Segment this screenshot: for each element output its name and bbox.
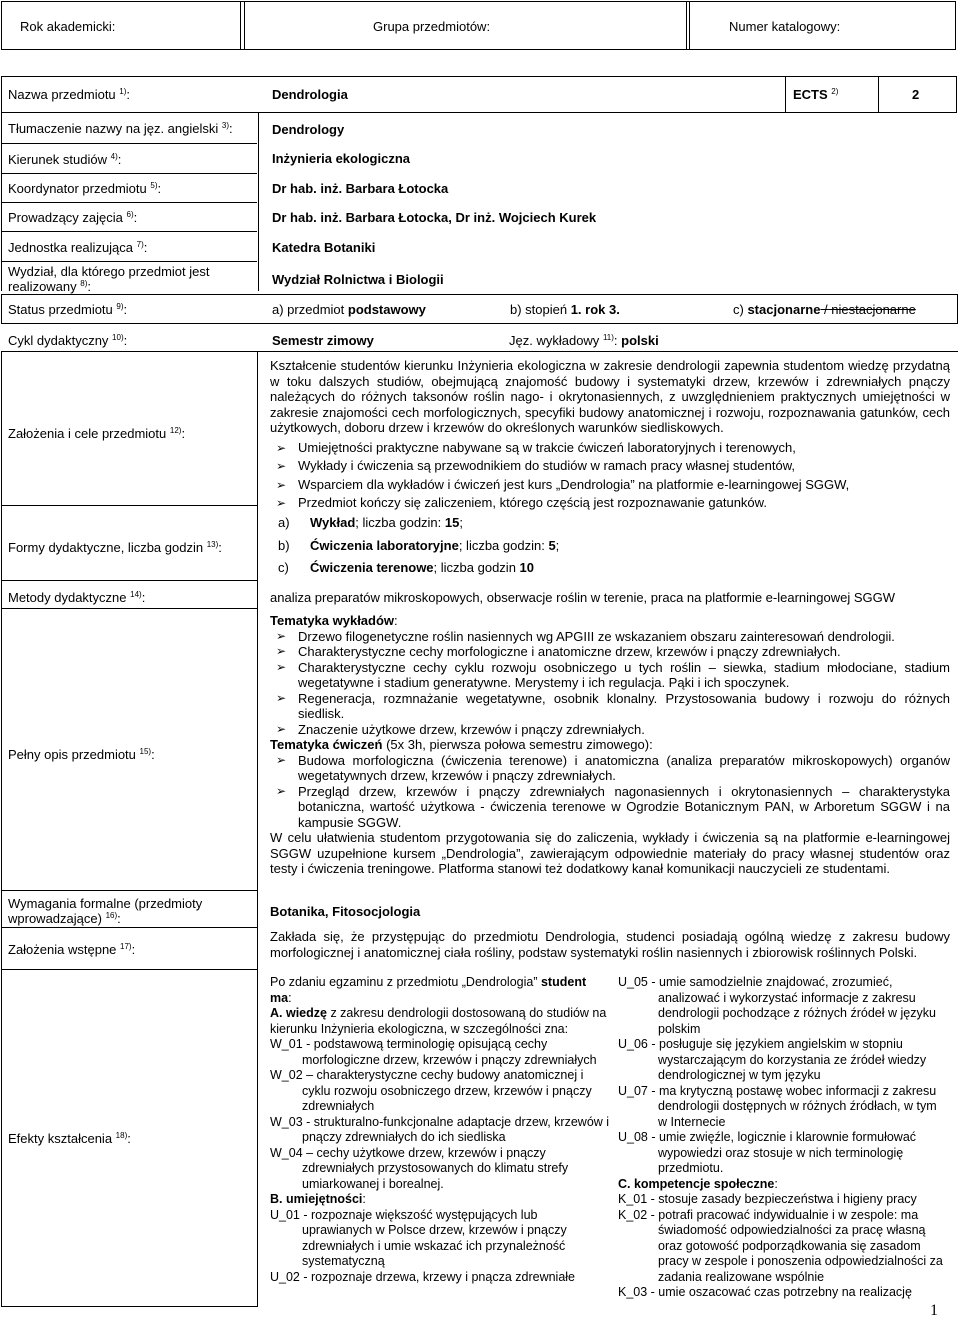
translation-value: Dendrology <box>272 122 345 137</box>
goals-list <box>270 439 950 513</box>
coordinator-value: Dr hab. inż. Barbara Łotocka <box>272 181 449 196</box>
divider <box>1 202 257 203</box>
social-heading: C. kompetencje społeczne: <box>618 1176 778 1191</box>
lecture-item: ➢ Charakterystyczne cechy cyklu rozwoju osobniczego u tych roślin – siewka, stadium młodociane, stadium wegetatywne i stadium generatywne. Merystemy i ich regulacja. Pąki i ich spoczynek. <box>270 660 950 691</box>
course-name-label: Nazwa przedmiotu $^{1)}$: <box>8 87 131 102</box>
status-a: a) przedmiot podstawowy <box>272 302 426 317</box>
description-content <box>270 613 950 877</box>
lecture-item: ➢ Regeneracja, rozmnażanie wegetatywne, osobnik klonalny. Przystosowania budowy i rozwoju do różnych siedlisk. <box>270 691 950 722</box>
prerequisites-value: Botanika, Fitosocjologia <box>270 904 421 919</box>
outcomes-intro: Po zdaniu egzaminu z przedmiotu „Dendrologia” student ma: <box>270 975 587 1005</box>
goals-item: ➢ Przedmiot kończy się zaliczeniem, którego częścią jest rozpoznawanie gatunków. <box>270 494 950 513</box>
cycle-value: Semestr zimowy <box>272 333 374 348</box>
lectures-heading: Tematyka wykładów: <box>270 613 398 628</box>
skill-item: U_05 - umie samodzielnie znajdować, zrozumieć, analizować i wykorzystać informacje z zakresu dendrologii pochodzące z różnych źródeł w języku polskim <box>618 975 936 1036</box>
assumptions-label: Założenia wstępne $^{17)}$: <box>8 942 136 957</box>
ects-value: 2 <box>912 87 920 102</box>
divider <box>1 231 257 232</box>
goals-content <box>270 358 950 513</box>
goals-item: ➢ Wykłady i ćwiczenia są przewodnikiem do studiów w ramach pracy własnej studentów, <box>270 457 950 476</box>
forms-content <box>278 512 878 580</box>
methods-label: Metody dydaktyczne $^{14)}$: <box>8 590 146 605</box>
form-item-field: c) Ćwiczenia terenowe; liczba godzin 10 <box>278 560 535 575</box>
prerequisites-label: Wymagania formalne (przedmioty wprowadzające) $^{16)}$: <box>8 896 203 926</box>
status-b: b) stopień 1. rok 3. <box>510 302 620 317</box>
knowledge-item: W_01 - podstawową terminologię opisującą cechy morfologiczne drzew, krzewów i pnączy zdrewniałych <box>270 1037 597 1067</box>
skill-item: U_07 - ma krytyczną postawę wobec informacji z zakresu dendrologii dostępnych w różnych źródłach, w tym w Internecie <box>618 1083 937 1129</box>
status-label: Status przedmiotu $^{9)}$: <box>8 302 128 317</box>
outcomes-left <box>270 975 610 1285</box>
exercise-item: ➢ Budowa morfologiczna (ćwiczenia terenowe) i anatomiczna (analiza preparatów mikroskopowych) organów wegetatywnych drzew, krzewów i pnączy zdrewniałych. <box>270 753 950 784</box>
exercises-heading: Tematyka ćwiczeń (5x 3h, pierwsza połowa semestru zimowego): <box>270 737 653 752</box>
catalog-number-label: Numer katalogowy: <box>729 19 841 34</box>
unit-value: Katedra Botaniki <box>272 240 376 255</box>
form-item-lab: b) Ćwiczenia laboratoryjne; liczba godzin: 5; <box>278 537 560 553</box>
knowledge-heading: A. wiedzę z zakresu dendrologii dostosowaną do studiów na kierunku Inżynieria ekologiczna, w szczególności zna: <box>270 1006 607 1036</box>
skill-item: U_01 - rozpoznaje większość występujących lub uprawianych w Polsce drzew, krzewów i pnączy zdrewniałych i umie wskazać ich przynależność systematyczną <box>270 1207 567 1268</box>
skill-item: U_06 - posługuje się językiem angielskim w stopniu wystarczającym do korzystania ze źródeł wiedzy dendrologicznej w tym języku <box>618 1037 927 1082</box>
ects-label: ECTS $^{2)}$ <box>793 87 839 102</box>
skill-item: U_02 - rozpoznaje drzewa, krzewy i pnącza zdrewniałe <box>270 1269 576 1284</box>
divider <box>1 890 258 891</box>
goals-item: ➢ Umiejętności praktyczne nabywane są w trakcie ćwiczeń laboratoryjnych i terenowych, <box>270 439 950 458</box>
divider <box>1 173 257 174</box>
divider <box>1 927 258 928</box>
divider <box>1 580 258 581</box>
social-item: K_03 - umie oszacować czas potrzebny na realizację <box>618 1285 912 1299</box>
translation-label: Tłumaczenie nazwy na jęz. angielski $^{3)}$: <box>8 121 233 136</box>
field-label: Kierunek studiów $^{4)}$: <box>8 152 122 167</box>
divider <box>1 608 258 609</box>
knowledge-item: W_04 – cechy użytkowe drzew, krzewów i pnączy zdrewniałych przystosowanych do klimatu strefy umiarkowanej i borealnej. <box>270 1145 569 1191</box>
knowledge-item: W_03 - strukturalno-funkcjonalne adaptacje drzew, krzewów i pnączy zdrewniałych do ich siedliska <box>270 1114 610 1144</box>
teacher-value: Dr hab. inż. Barbara Łotocka, Dr inż. Wojciech Kurek <box>272 210 597 225</box>
assumptions-value: Zakłada się, że przystępując do przedmiotu Dendrologia, studenci posiadają ogólną wiedzę z zakresu budowy morfologicznej i anatomicznej ciała rośliny, podstaw systematyki roślin nasiennych i zbiorowisk roślinnych Polski. <box>270 929 950 960</box>
divider <box>1 143 257 144</box>
divider <box>1 505 258 506</box>
academic-year-label: Rok akademicki: <box>20 19 116 34</box>
detail-label-column <box>1 351 258 1307</box>
social-item: K_01 - stosuje zasady bezpieczeństwa i higieny pracy <box>618 1192 917 1206</box>
exercise-item: ➢ Przegląd drzew, krzewów i pnączy zdrewniałych nagonasiennych i okrytonasiennych – charakterystyka botaniczna, wartość użytkowa - ćwiczenia terenowe w Ogrodzie Botanicznym PAN, w Arboretum SGGW i na kampusie SGGW. <box>270 784 950 831</box>
outcomes-right <box>618 975 948 1301</box>
faculty-label: Wydział, dla którego przedmiot jest realizowany $^{8)}$: <box>8 264 210 294</box>
field-value: Inżynieria ekologiczna <box>272 151 410 166</box>
form-item-lecture: a) Wykład; liczba godzin: 15; <box>278 515 463 530</box>
subject-group-label: Grupa przedmiotów: <box>373 19 491 34</box>
outcomes-label: Efekty kształcenia $^{18)}$: <box>8 1131 131 1146</box>
divider <box>1 261 257 262</box>
exercises-list <box>270 753 950 831</box>
forms-label: Formy dydaktyczne, liczba godzin $^{13)}$: <box>8 540 222 555</box>
description-label: Pełny opis przedmiotu $^{15)}$: <box>8 747 155 762</box>
divider <box>1 969 258 970</box>
language-field: Jęz. wykładowy $^{11)}$: polski <box>509 333 659 348</box>
social-item: K_02 - potrafi pracować indywidualnie i w zespole: ma świadomość odpowiedzialności za pracę własną oraz gotowość podporządkowania się zasadom pracy w zespole i ponoszenia odpowiedzialności za zadania realizowane wspólnie <box>618 1207 943 1284</box>
methods-value: analiza preparatów mikroskopowych, obserwacje roślin w terenie, praca na platformie e-learningowej SGGW <box>270 590 896 605</box>
lectures-list <box>270 629 950 738</box>
faculty-value: Wydział Rolnictwa i Biologii <box>272 272 444 287</box>
teacher-label: Prowadzący zajęcia $^{6)}$: <box>8 210 138 225</box>
lecture-item: ➢ Znaczenie użytkowe drzew, krzewów i pnączy zdrewniałych. <box>270 722 950 738</box>
knowledge-item: W_02 – charakterystyczne cechy budowy anatomicznej i cyklu rozwoju osobniczego drzew, krzewów i pnączy zdrewniałych <box>270 1068 592 1113</box>
goals-item: ➢ Wsparciem dla wykładów i ćwiczeń jest kurs „Dendrologia” na platformie e-learningowej SGGW, <box>270 476 950 495</box>
skill-item: U_08 - umie zwięźle, logicznie i klarownie formułować wypowiedzi oraz stosuje w nich terminologię przedmiotu. <box>618 1130 917 1175</box>
unit-label: Jednostka realizująca $^{7)}$: <box>8 240 148 255</box>
goals-intro: Kształcenie studentów kierunku Inżynieria ekologiczna w zakresie dendrologii zapewnia studentom wiedzę przydatną w toku dalszych studiów, obejmującą znajomość budowy i systematyki drzew, krzewów i zdrewniałych pnączy należących do różnych taksonów roślin nago- i okrytonasiennych, z uwzględnieniem praktycznych umiejętności w zakresie znajomości cech morfologicznych, specyfiki budowy anatomicznej i rozwoju, rozpoznawania gatunków, cech użytkowych, doboru drzew i krzewów do określonych warunków siedliskowych. <box>270 358 950 435</box>
skills-heading: B. umiejętności: <box>270 1192 366 1206</box>
status-c: c) stacjonarne / niestacjonarne <box>733 302 916 317</box>
goals-label: Założenia i cele przedmiotu $^{12)}$: <box>8 426 186 441</box>
description-closing: W celu ułatwienia studentom przygotowania się do zaliczenia, wykłady i ćwiczenia są na platformie e-learningowej SGGW uzupełnione kursem „Dendrologia”, zawierającym odpowiednie materiały do pracy własnej studentów oraz testy i ćwiczenia treningowe. Platforma stanowi też dodatkowy kanał komunikacji nauczycieli ze studentami. <box>270 830 950 876</box>
cycle-label: Cykl dydaktyczny $^{10)}$: <box>8 333 128 348</box>
page-number: 1 <box>930 1302 938 1319</box>
lecture-item: ➢ Drzewo filogenetyczne roślin nasiennych wg APGIII ze wskazaniem obszaru zainteresowań dendrologii. <box>270 629 950 645</box>
divider <box>1 351 958 352</box>
course-name-value: Dendrologia <box>272 87 348 102</box>
coordinator-label: Koordynator przedmiotu $^{5)}$: <box>8 181 162 196</box>
lecture-item: ➢ Charakterystyczne cechy morfologiczne i anatomiczne drzew, krzewów i pnączy zdrewniałych. <box>270 644 950 660</box>
